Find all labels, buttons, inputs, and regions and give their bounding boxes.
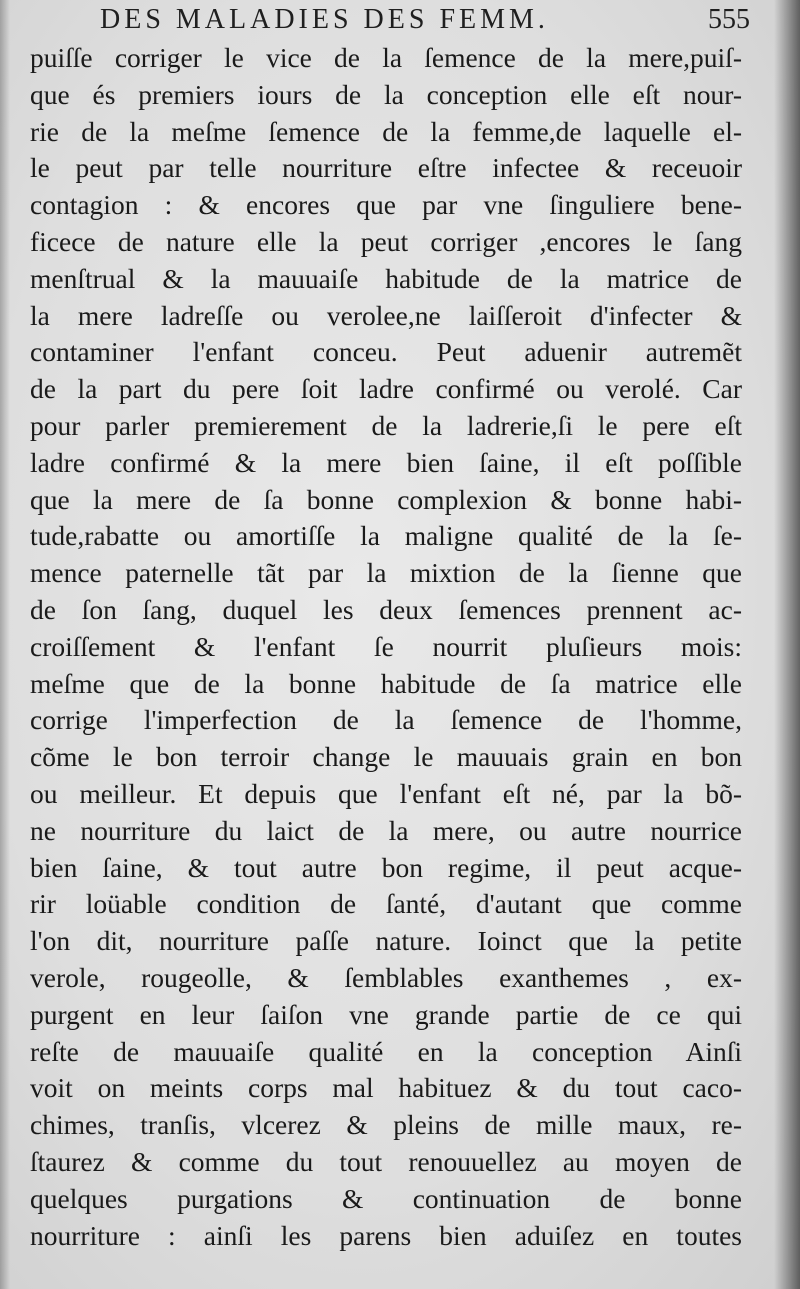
text-line: meſme que de la bonne habitude de ſa matrice elle <box>30 667 742 699</box>
text-line: croiſſement & l'enfant ſe nourrit pluſieurs mois: <box>30 630 742 662</box>
text-line: ou meilleur. Et depuis que l'enfant eſt né, par la bõ- <box>30 777 742 809</box>
text-line: puiſſe corriger le vice de la ſemence de la mere,puiſ- <box>30 42 742 73</box>
text-line: bien ſaine, & tout autre bon regime, il peut acque- <box>30 851 742 883</box>
text-line: la mere ladreſſe ou verolee,ne laiſſeroit d'infecter & <box>30 299 742 331</box>
gutter-shadow <box>774 0 800 1289</box>
text-line: ladre confirmé & la mere bien ſaine, il eſt poſſible <box>30 446 742 478</box>
text-body <box>30 40 742 1254</box>
text-line: pour parler premierement de la ladrerie,ſi le pere eſt <box>30 409 742 441</box>
running-head: DES MALADIES DES FEMM. <box>100 4 549 35</box>
text-line: l'on dit, nourriture paſſe nature. Ioinct que la petite <box>30 925 742 957</box>
text-line: menſtrual & la mauuaiſe habitude de la matrice de <box>30 262 742 294</box>
text-line: verole, rougeolle, & ſemblables exanthemes , ex- <box>30 961 742 993</box>
text-line: cõme le bon terroir change le mauuais grain en bon <box>30 741 742 773</box>
text-line: ſtaurez & comme du tout renouuellez au moyen de <box>30 1145 742 1177</box>
text-line: ficece de nature elle la peut corriger ,encores le ſang <box>30 225 742 257</box>
text-line: le peut par telle nourriture eſtre infectee & receuoir <box>30 152 742 184</box>
text-line: contagion : & encores que par vne ſinguliere bene- <box>30 189 742 221</box>
text-line: chimes, tranſis, vlcerez & pleins de mille maux, re- <box>30 1109 742 1141</box>
text-line: de la part du pere ſoit ladre confirmé ou verolé. Car <box>30 373 742 405</box>
text-line: de ſon ſang, duquel les deux ſemences prennent ac- <box>30 593 742 625</box>
page-header <box>100 4 750 44</box>
text-line: corrige l'imperfection de la ſemence de l'homme, <box>30 704 742 736</box>
page-number: 555 <box>708 4 750 35</box>
text-line: voit on meints corps mal habituez & du tout caco- <box>30 1072 742 1104</box>
text-line: quelques purgations & continuation de bonne <box>30 1182 742 1214</box>
text-line: que la mere de ſa bonne complexion & bonne habi- <box>30 483 742 515</box>
text-line: reſte de mauuaiſe qualité en la conception Ainſi <box>30 1035 742 1067</box>
page-left-edge <box>0 0 10 1289</box>
text-line: rie de la meſme ſemence de la femme,de laquelle el- <box>30 115 742 147</box>
text-line: tude,rabatte ou amortiſſe la maligne qualité de la ſe- <box>30 520 742 552</box>
text-line: purgent en leur ſaiſon vne grande partie de ce qui <box>30 998 742 1030</box>
text-line: mence paternelle tãt par la mixtion de la ſienne que <box>30 557 742 589</box>
text-line: nourriture : ainſi les parens bien aduiſez en toutes <box>30 1219 742 1251</box>
text-line: que és premiers iours de la conception elle eſt nour- <box>30 78 742 110</box>
text-line: rir loüable condition de ſanté, d'autant que comme <box>30 888 742 920</box>
text-line: contaminer l'enfant conceu. Peut aduenir autremẽt <box>30 336 742 368</box>
text-line: ne nourriture du laict de la mere, ou autre nourrice <box>30 814 742 846</box>
